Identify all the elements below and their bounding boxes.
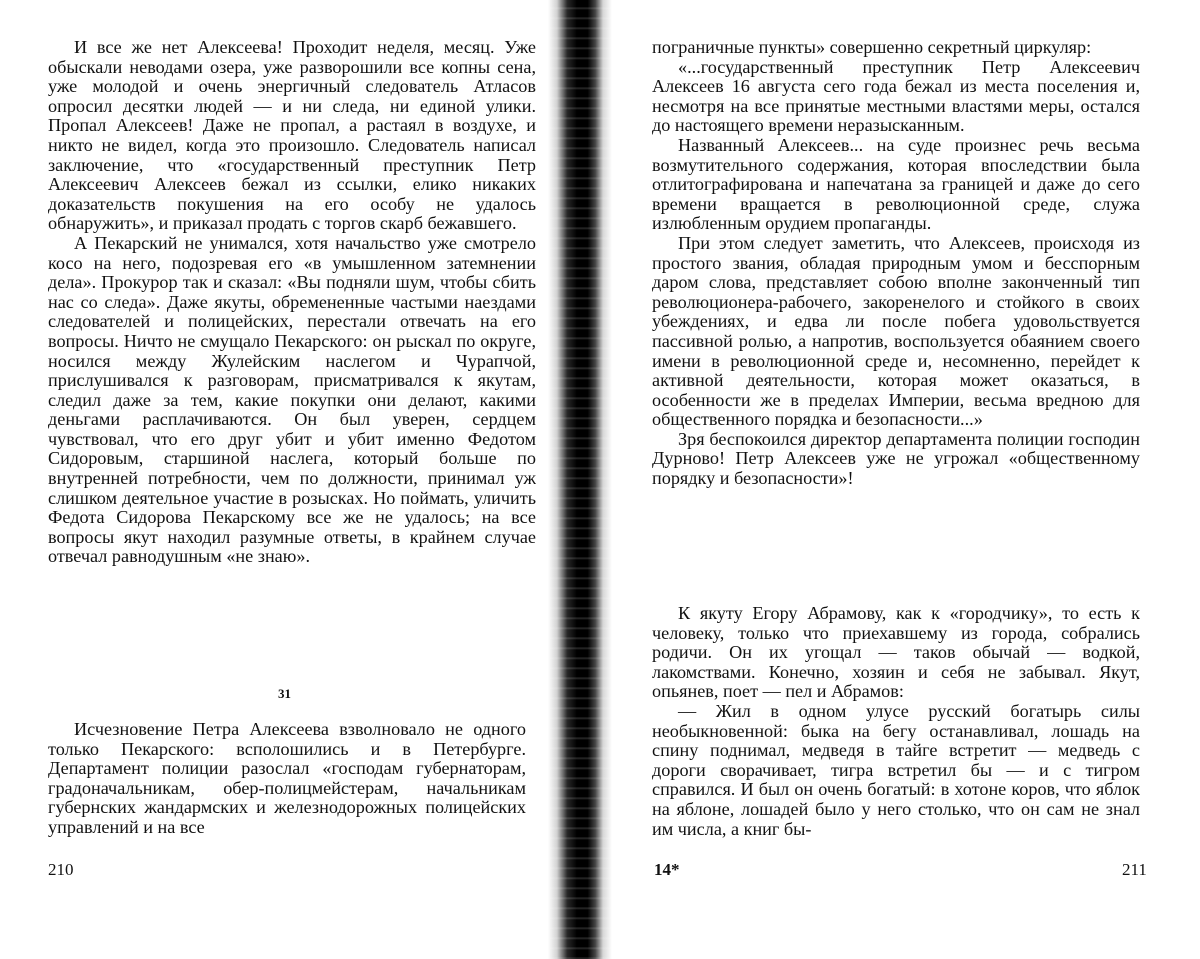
paragraph: А Пекарский не унимался, хотя начальство уже смотрело косо на него, подозревая его «в умышленном затемнении дела». Прокурор так и сказал: «Вы подняли шум, чтобы сбить нас со следа». Даже якуты, обремененные частыми наездами следователей и полицейских, перестали отвечать на его вопросы. Ничто не смущало Пекарского: он рыскал по округе, носился между Жулейским наслегом и Чурапчой, прислушивался к разговорам, присматривался к якутам, следил даже за тем, какие покупки они делают, какими деньгами расплачиваются. Он был уверен, сердцем чувствовал, что его друг убит и убит именно Федотом Сидоровым, старшиной наслега, который больше по внутренней потребности, чем по должности, принимал уж слишком деятельное участие в розысках. Но поймать, уличить Федота Сидорова Пекарскому все же не удалось; на все вопросы якут находил разумные ответы, в крайнем случае отвечал равнодушным «не знаю». <box>48 234 536 567</box>
paragraph: «...государственный преступник Петр Алексеевич Алексеев 16 августа сего года бежал из места поселения и, несмотря на все принятые местными властями меры, остался до настоящего времени неразысканным. <box>652 58 1140 136</box>
left-page-text-bottom <box>48 720 526 838</box>
page-number-left: 210 <box>48 860 74 880</box>
paragraph: И все же нет Алексеева! Проходит неделя, месяц. Уже обыскали неводами озера, уже разворошили все копны сена, уже молодой и очень энергичный следователь Атласов опросил десятки людей — и ни следа, ни единой улики. Пропал Алексеев! Даже не пропал, а растаял в воздухе, и никто не видел, когда это произошло. Следователь написал заключение, что «государственный преступник Петр Алексеевич Алексеев бежал из ссылки, елико никаких доказательств покушения на его особу не удалось обнаружить», и приказал продать с торгов скарб бежавшего. <box>48 38 536 234</box>
paragraph: К якуту Егору Абрамову, как к «городчику», то есть к человеку, только что приехавшему из города, собрались родичи. Он их угощал — таков обычай — водкой, лакомствами. Конечно, хозяин и себя не забывал. Якут, опьянев, поет — пел и Абрамов: <box>652 604 1140 702</box>
printer-signature-mark: 14* <box>654 860 680 880</box>
paragraph: Исчезновение Петра Алексеева взволновало не одного только Пекарского: всполошились и в Петербурге. Департамент полиции разослал «господам губернаторам, градоначальникам, обер-полицмейстерам, начальникам губернских жандармских и железнодорожных полицейских управлений и на все <box>48 720 526 838</box>
paragraph: пограничные пункты» совершенно секретный циркуляр: <box>652 38 1140 58</box>
book-spine-gutter <box>548 0 612 959</box>
right-page-text-bottom <box>652 604 1140 839</box>
paragraph: Зря беспокоился директор департамента полиции господин Дурново! Петр Алексеев уже не угрожал «общественному порядку и безопасности»! <box>652 430 1140 489</box>
paragraph: При этом следует заметить, что Алексеев, происходя из простого звания, обладая природным умом и бесспорным даром слова, представляет собою вполне законченный тип революционера-рабочего, закоренелого и стойкого в своих убеждениях, и едва ли после побега удовольствуется пассивной ролью, а напротив, воспользуется обаянием своего имени в революционной среде и, несомненно, перейдет к активной деятельности, которая может оказаться, в особенности же в пределах Империи, весьма вредною для общественного порядка и безопасности...» <box>652 234 1140 430</box>
paragraph: — Жил в одном улусе русский богатырь силы необыкновенной: быка на бегу останавливал, лошадь на спину поднимал, медведя в тайге встретит — медведь с дороги сворачивает, тигра встретил бы — и с тигром справился. И был он очень богатый: в хотоне коров, что яблок на яблоне, лошадей было у него столько, что он сам не знал им числа, а книг бы- <box>652 702 1140 839</box>
left-page-text-top <box>48 38 536 567</box>
paragraph: Названный Алексеев... на суде произнес речь весьма возмутительного содержания, которая впоследствии была отлитографирована и напечатана за границей и даже до сего времени вращается в революционной среде, служа излюбленным орудием пропаганды. <box>652 136 1140 234</box>
right-page-text-top <box>652 38 1140 489</box>
page-number-right: 211 <box>1122 860 1147 880</box>
chapter-number: 31 <box>278 686 291 702</box>
